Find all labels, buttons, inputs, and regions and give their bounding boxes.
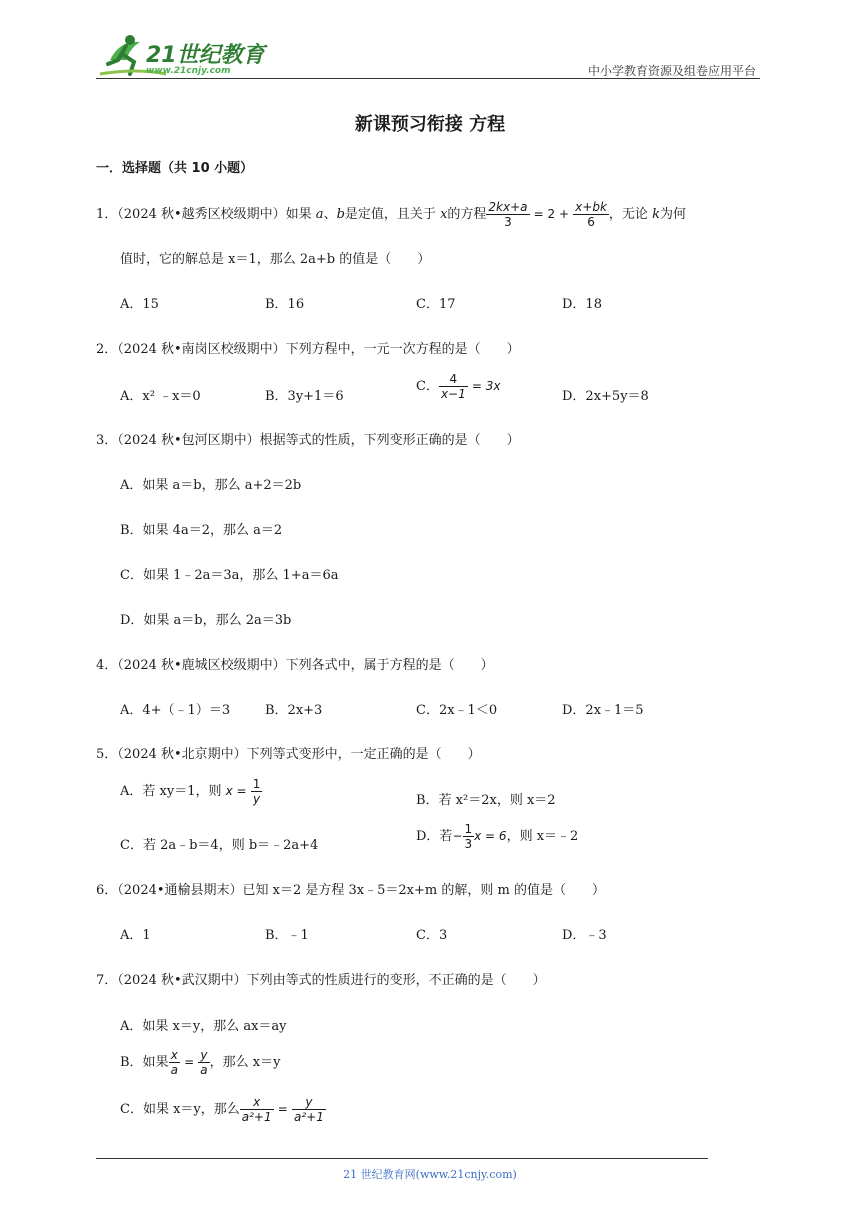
q1-sep: 、: [323, 207, 337, 222]
q2-c-label: C．: [416, 379, 439, 394]
q7-b-pre: B．如果: [120, 1055, 169, 1070]
q3-option-d[interactable]: D．如果 a＝b，那么 2a＝3b: [120, 613, 292, 628]
q4-option-a[interactable]: A．4+（﹣1）＝3: [120, 703, 231, 718]
q5-option-a[interactable]: [120, 777, 262, 806]
q7-option-a[interactable]: A．如果 x＝y，那么 ax＝ay: [120, 1019, 287, 1034]
q3-option-b[interactable]: B．如果 4a＝2，那么 a＝2: [120, 523, 283, 538]
q1-option-c[interactable]: C．17: [416, 297, 456, 312]
q7-c-equals: =: [277, 1102, 288, 1116]
platform-name: 中小学教育资源及组卷应用平台: [587, 64, 756, 78]
q5-option-d[interactable]: [416, 822, 578, 851]
q5-d-fraction: $\frac{1}{3}$: [464, 822, 473, 851]
q2-option-b[interactable]: B．3y+1＝6: [265, 389, 344, 404]
q1-tail: ，无论: [608, 207, 648, 222]
q1-var-x: x: [440, 207, 448, 222]
logo-url: www.21cnjy.com: [146, 66, 231, 76]
q7-b-post: ，那么 x＝y: [209, 1055, 281, 1070]
q5-d-sign: −: [452, 829, 463, 843]
q7-b-fraction-1: $\frac{x}{a}$: [170, 1048, 178, 1077]
q5-a-fraction: $\frac{1}{y}$: [252, 777, 261, 806]
q1-mid: 是定值，且关于: [344, 207, 436, 222]
q5-option-c[interactable]: C．若 2a﹣b＝4，则 b＝﹣2a+4: [120, 838, 319, 853]
logo-text: 21世纪教育: [146, 43, 265, 68]
q3-option-c[interactable]: C．如果 1﹣2a＝3a，那么 1+a＝6a: [120, 568, 339, 583]
q6-option-c[interactable]: C．3: [416, 928, 448, 943]
q7-option-b[interactable]: [120, 1048, 280, 1077]
question-2-stem: 2．（2024 秋•南岗区校级期中）下列方程中，一元一次方程的是（ ）: [96, 342, 520, 357]
q7-option-c[interactable]: [120, 1095, 326, 1124]
q1-equals: = 2 +: [533, 207, 570, 221]
q1-tail2: 为何: [659, 207, 686, 222]
q6-option-d[interactable]: D．﹣3: [562, 928, 607, 943]
q6-option-b[interactable]: B．﹣1: [265, 928, 309, 943]
q7-b-equals: =: [184, 1055, 195, 1069]
q5-a-pre: A．若 xy＝1，则: [120, 784, 222, 799]
question-6-stem: 6．（2024•通榆县期末）已知 x＝2 是方程 3x﹣5＝2x+m 的解，则 m 的值是（ ）: [96, 883, 605, 898]
q2-option-a[interactable]: A．x² ﹣x＝0: [120, 389, 201, 404]
q5-option-b[interactable]: B．若 x²＝2x，则 x＝2: [416, 793, 556, 808]
q2-option-d[interactable]: D．2x+5y＝8: [562, 389, 649, 404]
q3-option-a[interactable]: A．如果 a＝b，那么 a+2＝2b: [120, 478, 302, 493]
q5-d-post: ，则 x＝﹣2: [506, 829, 579, 844]
header-divider: [96, 78, 760, 79]
site-logo: [96, 30, 266, 82]
question-7-stem: 7．（2024 秋•武汉期中）下列由等式的性质进行的变形，不正确的是（ ）: [96, 973, 546, 988]
q1-fraction-2: $\frac{x+bk}{6}$: [575, 200, 607, 229]
question-3-stem: 3．（2024 秋•包河区期中）根据等式的性质，下列变形正确的是（ ）: [96, 433, 520, 448]
q5-d-pre: D．若: [416, 829, 453, 844]
q2-option-c[interactable]: [416, 372, 501, 401]
question-5-stem: 5．（2024 秋•北京期中）下列等式变形中，一定正确的是（ ）: [96, 747, 481, 762]
q4-option-b[interactable]: B．2x+3: [265, 703, 323, 718]
q1-option-d[interactable]: D．18: [562, 297, 602, 312]
q1-prefix: 1．（2024 秋•越秀区校级期中）如果: [96, 207, 312, 222]
q4-option-d[interactable]: D．2x﹣1＝5: [562, 703, 644, 718]
q1-var-k: k: [652, 207, 660, 222]
q7-b-fraction-2: $\frac{y}{a}$: [200, 1048, 208, 1077]
q1-option-a[interactable]: A．15: [120, 297, 159, 312]
q1-fraction-1: $\frac{2kx+a}{3}$: [488, 200, 528, 229]
question-1-line2: 值时，它的解总是 x＝1，那么 2a+b 的值是（ ）: [120, 252, 431, 267]
q2-c-rest: = 3x: [471, 379, 501, 393]
footer-divider: [96, 1158, 708, 1159]
page-title: 新课预习衔接 方程: [354, 114, 506, 135]
footer-link[interactable]: 21 世纪教育网(www.21cnjy.com): [343, 1168, 517, 1181]
q5-a-lhs: x =: [225, 784, 247, 798]
q1-var-a: a: [315, 207, 324, 222]
q7-c-fraction-2: $\frac{y}{\text{a²+1}}$: [293, 1095, 324, 1124]
section-heading: 一．选择题（共 10 小题）: [96, 161, 254, 176]
q6-option-a[interactable]: A．1: [120, 928, 151, 943]
q4-option-c[interactable]: C．2x﹣1＜0: [416, 703, 498, 718]
q7-c-fraction-1: $\frac{x}{\text{a²+1}}$: [241, 1095, 272, 1124]
question-4-stem: 4．（2024 秋•鹿城区校级期中）下列各式中，属于方程的是（ ）: [96, 658, 494, 673]
q7-c-pre: C．如果 x＝y，那么: [120, 1102, 240, 1117]
q1-mid2: 的方程: [447, 207, 487, 222]
q1-var-b: b: [336, 207, 345, 222]
question-1-stem: [96, 200, 686, 229]
q5-d-mid: x = 6: [474, 829, 507, 843]
q2-c-fraction: $\frac{4}{x-1}$: [440, 372, 466, 401]
q1-option-b[interactable]: B．16: [265, 297, 305, 312]
